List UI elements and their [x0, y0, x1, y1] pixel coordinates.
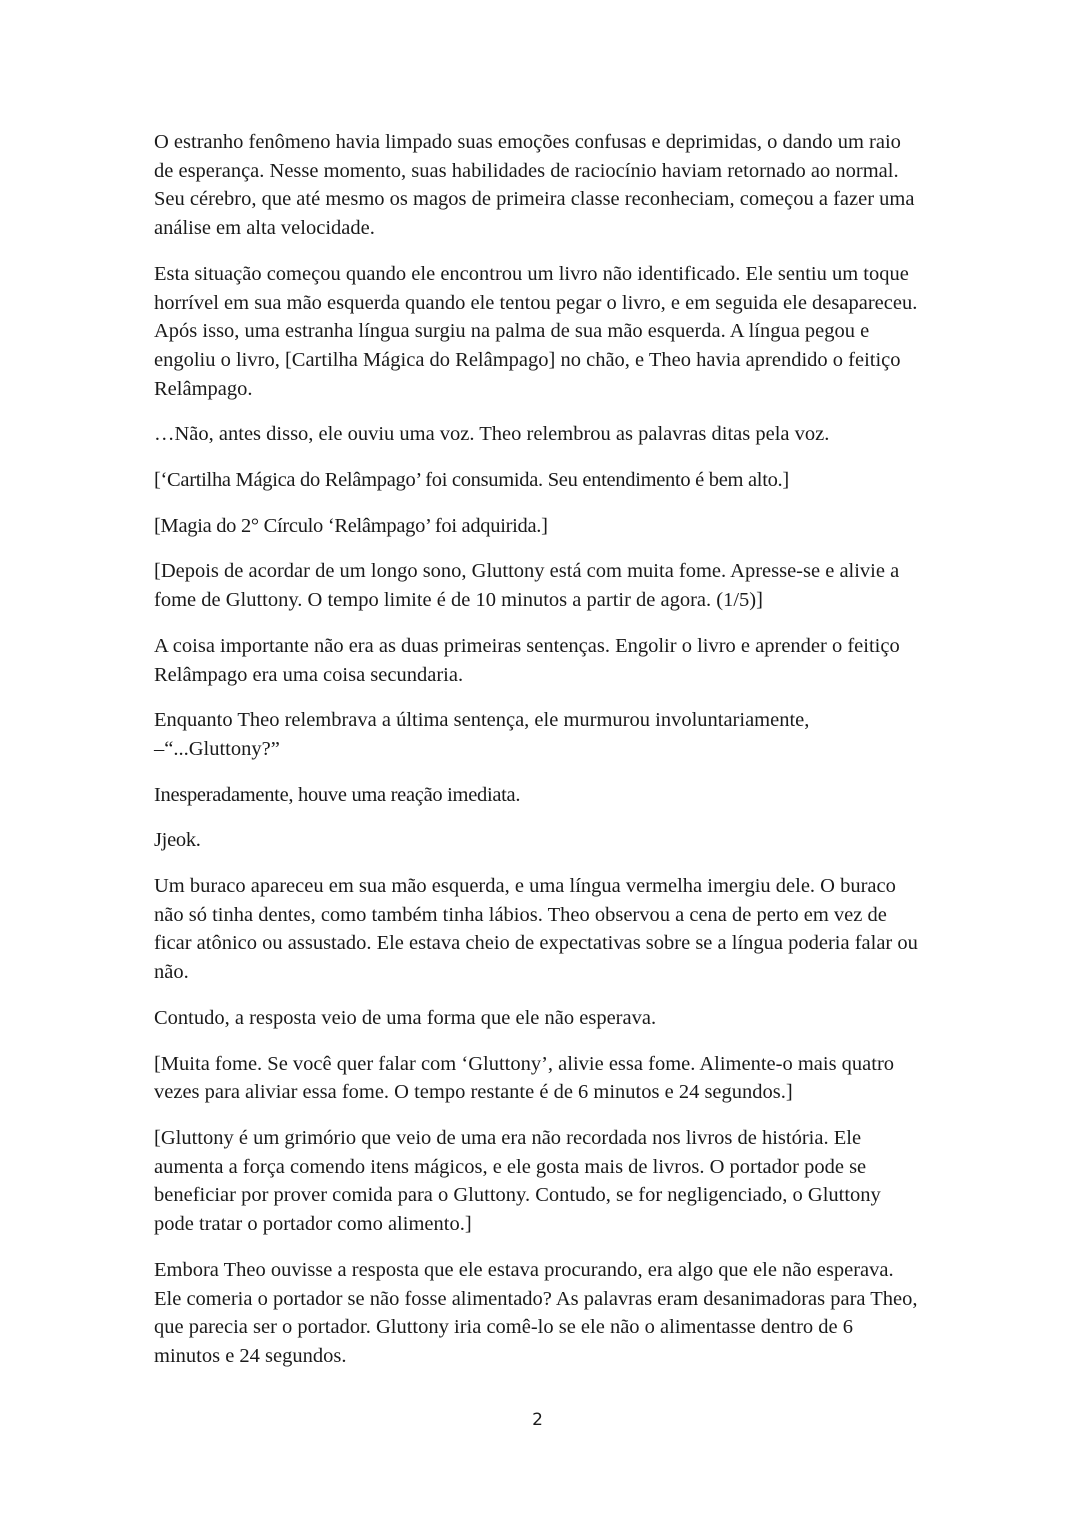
paragraph: A coisa importante não era as duas primeiras sentenças. Engolir o livro e aprender o feitiço Relâmpago era uma coisa secundaria. [154, 634, 900, 686]
page-number: 2 [532, 1410, 543, 1430]
paragraph: [‘Cartilha Mágica do Relâmpago’ foi consumida. Seu entendimento é bem alto.] [154, 469, 789, 492]
paragraph: Inesperadamente, houve uma reação imediata. [154, 783, 521, 806]
paragraph: …Não, antes disso, ele ouviu uma voz. Theo relembrou as palavras ditas pela voz. [154, 423, 830, 446]
document-body [154, 128, 924, 1388]
paragraph: Enquanto Theo relembrava a última sentença, ele murmurou involuntariamente, –“...Gluttony?” [154, 709, 810, 760]
paragraph: Jjeok. [154, 829, 201, 852]
paragraph: O estranho fenômeno havia limpado suas emoções confusas e deprimidas, o dando um raio de esperança. Nesse momento, suas habilidades de raciocínio haviam retornado ao normal. Seu cérebro, que até mesmo os magos de primeira classe reconheciam, começou a fazer uma análise em alta velocidade. [154, 131, 915, 240]
paragraph: Embora Theo ouvisse a resposta que ele estava procurando, era algo que ele não esperava. Ele comeria o portador se não fosse alimentado? As palavras eram desanimadoras para Theo, que parecia ser o portador. Gluttony iria comê-lo se ele não o alimentasse dentro de 6 minutos e 24 segundos. [154, 1258, 918, 1367]
paragraph: [Depois de acordar de um longo sono, Gluttony está com muita fome. Apresse-se e alivie a fome de Gluttony. O tempo limite é de 10 minutos a partir de agora. (1/5)] [154, 560, 900, 612]
paragraph: Esta situação começou quando ele encontrou um livro não identificado. Ele sentiu um toque horrível em sua mão esquerda quando ele tentou pegar o livro, e em seguida ele desapareceu. Após isso, uma estranha língua surgiu na palma de sua mão esquerda. A língua pegou e engoliu o livro, [Cartilha Mágica do Relâmpago] no chão, e Theo havia aprendido o feitiço Relâmpago. [154, 262, 918, 400]
paragraph: [Muita fome. Se você quer falar com ‘Gluttony’, alivie essa fome. Alimente-o mais quatro vezes para aliviar essa fome. O tempo restante é de 6 minutos e 24 segundos.] [154, 1052, 895, 1104]
paragraph: Contudo, a resposta veio de uma forma que ele não esperava. [154, 1006, 657, 1029]
paragraph: [Gluttony é um grimório que veio de uma era não recordada nos livros de história. Ele aumenta a força comendo itens mágicos, e ele gosta mais de livros. O portador pode se beneficiar por prover comida para o Gluttony. Contudo, se for negligenciado, o Gluttony pode tratar o portador como alimento.] [154, 1126, 881, 1236]
paragraph: Um buraco apareceu em sua mão esquerda, e uma língua vermelha imergiu dele. O buraco não só tinha dentes, como também tinha lábios. Theo observou a cena de perto em vez de ficar atônico ou assustado. Ele estava cheio de expectativas sobre se a língua poderia falar ou não. [154, 875, 918, 984]
paragraph: [Magia do 2° Círculo ‘Relâmpago’ foi adquirida.] [154, 514, 548, 537]
